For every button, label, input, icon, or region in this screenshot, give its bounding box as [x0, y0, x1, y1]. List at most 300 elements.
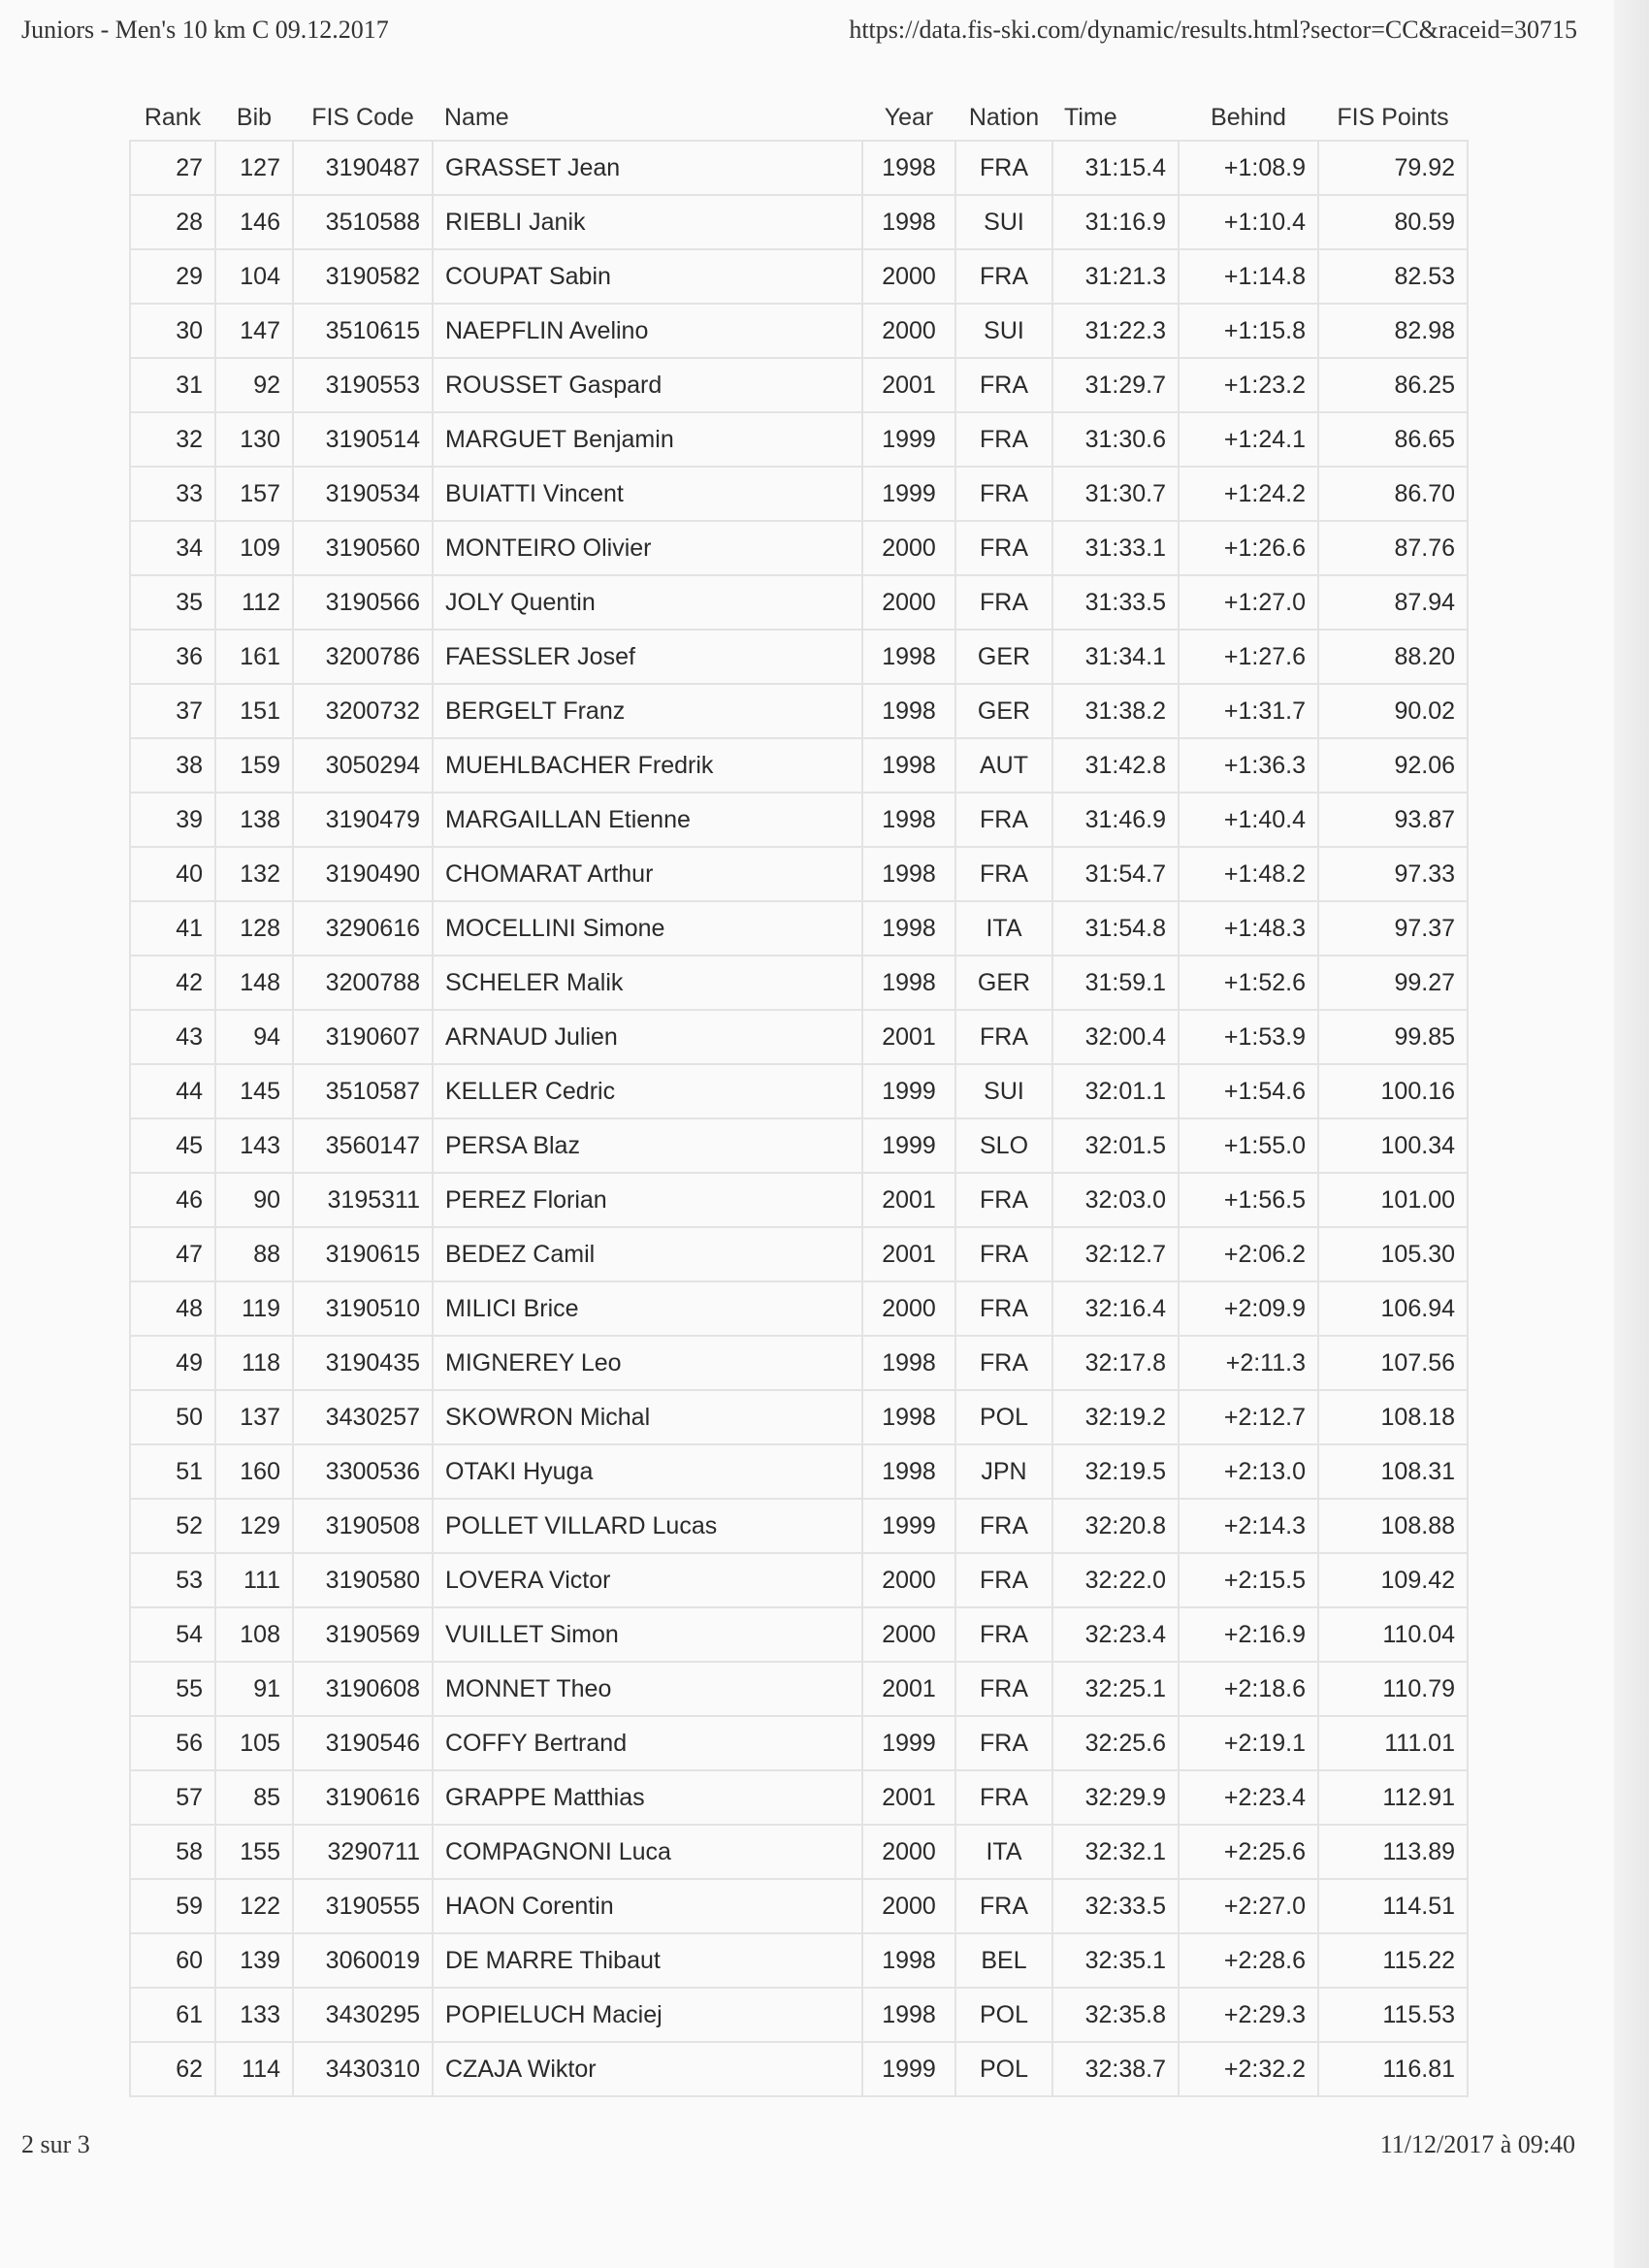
cell-bib: 143 — [215, 1118, 293, 1173]
cell-rank: 51 — [130, 1444, 215, 1499]
cell-bib: 118 — [215, 1336, 293, 1390]
cell-rank: 33 — [130, 467, 215, 521]
cell-bib: 137 — [215, 1390, 293, 1444]
cell-time: 31:15.4 — [1052, 141, 1179, 195]
cell-time: 32:29.9 — [1052, 1770, 1179, 1825]
cell-behind: +2:14.3 — [1179, 1499, 1318, 1553]
cell-rank: 42 — [130, 956, 215, 1010]
cell-fis-code: 3510615 — [293, 304, 433, 358]
cell-time: 31:33.5 — [1052, 575, 1179, 630]
cell-year: 1999 — [862, 467, 955, 521]
table-row — [130, 1390, 1468, 1444]
cell-behind: +2:32.2 — [1179, 2042, 1318, 2096]
cell-bib: 133 — [215, 1988, 293, 2042]
cell-year: 1999 — [862, 2042, 955, 2096]
cell-behind: +1:26.6 — [1179, 521, 1318, 575]
cell-behind: +2:09.9 — [1179, 1281, 1318, 1336]
cell-year: 2001 — [862, 1227, 955, 1281]
cell-rank: 38 — [130, 738, 215, 793]
cell-rank: 47 — [130, 1227, 215, 1281]
cell-nation: FRA — [955, 1662, 1052, 1716]
cell-name: BUIATTI Vincent — [433, 467, 862, 521]
cell-nation: FRA — [955, 847, 1052, 901]
cell-fis-code: 3430257 — [293, 1390, 433, 1444]
cell-fis-code: 3510587 — [293, 1064, 433, 1118]
table-row — [130, 358, 1468, 412]
cell-year: 2000 — [862, 1553, 955, 1607]
cell-name: POPIELUCH Maciej — [433, 1988, 862, 2042]
cell-time: 32:38.7 — [1052, 2042, 1179, 2096]
cell-nation: FRA — [955, 249, 1052, 304]
col-header-name: Name — [444, 103, 509, 131]
cell-fis-code: 3190546 — [293, 1716, 433, 1770]
cell-fis-code: 3195311 — [293, 1173, 433, 1227]
cell-bib: 148 — [215, 956, 293, 1010]
cell-year: 2000 — [862, 1825, 955, 1879]
col-header-fis-points: FIS Points — [1337, 103, 1449, 131]
cell-fis-code: 3190479 — [293, 793, 433, 847]
cell-time: 32:23.4 — [1052, 1607, 1179, 1662]
cell-fis-code: 3190508 — [293, 1499, 433, 1553]
cell-time: 32:03.0 — [1052, 1173, 1179, 1227]
cell-nation: GER — [955, 956, 1052, 1010]
col-header-behind: Behind — [1211, 103, 1286, 131]
cell-bib: 85 — [215, 1770, 293, 1825]
cell-behind: +2:23.4 — [1179, 1770, 1318, 1825]
cell-time: 31:33.1 — [1052, 521, 1179, 575]
cell-fis-points: 116.81 — [1318, 2042, 1468, 2096]
cell-year: 2000 — [862, 1607, 955, 1662]
cell-fis-points: 86.65 — [1318, 412, 1468, 467]
cell-name: OTAKI Hyuga — [433, 1444, 862, 1499]
cell-name: COUPAT Sabin — [433, 249, 862, 304]
cell-bib: 109 — [215, 521, 293, 575]
cell-nation: ITA — [955, 1825, 1052, 1879]
cell-fis-code: 3190487 — [293, 141, 433, 195]
cell-year: 1998 — [862, 1336, 955, 1390]
cell-year: 2001 — [862, 1010, 955, 1064]
cell-nation: FRA — [955, 412, 1052, 467]
cell-year: 2001 — [862, 1173, 955, 1227]
cell-rank: 44 — [130, 1064, 215, 1118]
cell-bib: 145 — [215, 1064, 293, 1118]
cell-name: JOLY Quentin — [433, 575, 862, 630]
cell-behind: +1:36.3 — [1179, 738, 1318, 793]
cell-fis-code: 3290711 — [293, 1825, 433, 1879]
cell-fis-points: 111.01 — [1318, 1716, 1468, 1770]
cell-year: 2000 — [862, 249, 955, 304]
cell-name: GRASSET Jean — [433, 141, 862, 195]
cell-fis-points: 80.59 — [1318, 195, 1468, 249]
cell-time: 31:30.6 — [1052, 412, 1179, 467]
cell-behind: +1:40.4 — [1179, 793, 1318, 847]
cell-behind: +2:19.1 — [1179, 1716, 1318, 1770]
cell-fis-code: 3190616 — [293, 1770, 433, 1825]
cell-fis-code: 3060019 — [293, 1933, 433, 1988]
cell-rank: 43 — [130, 1010, 215, 1064]
cell-rank: 56 — [130, 1716, 215, 1770]
cell-fis-points: 107.56 — [1318, 1336, 1468, 1390]
cell-bib: 114 — [215, 2042, 293, 2096]
cell-behind: +1:08.9 — [1179, 141, 1318, 195]
table-row — [130, 521, 1468, 575]
cell-time: 31:34.1 — [1052, 630, 1179, 684]
cell-behind: +1:23.2 — [1179, 358, 1318, 412]
cell-rank: 49 — [130, 1336, 215, 1390]
cell-nation: FRA — [955, 1879, 1052, 1933]
table-row — [130, 738, 1468, 793]
cell-time: 32:12.7 — [1052, 1227, 1179, 1281]
cell-fis-code: 3290616 — [293, 901, 433, 956]
table-row — [130, 956, 1468, 1010]
cell-fis-points: 99.27 — [1318, 956, 1468, 1010]
cell-behind: +2:28.6 — [1179, 1933, 1318, 1988]
cell-time: 31:54.8 — [1052, 901, 1179, 956]
cell-name: MARGAILLAN Etienne — [433, 793, 862, 847]
cell-year: 1998 — [862, 630, 955, 684]
cell-behind: +2:27.0 — [1179, 1879, 1318, 1933]
cell-bib: 146 — [215, 195, 293, 249]
cell-name: POLLET VILLARD Lucas — [433, 1499, 862, 1553]
cell-fis-code: 3190608 — [293, 1662, 433, 1716]
cell-fis-code: 3190490 — [293, 847, 433, 901]
table-row — [130, 304, 1468, 358]
cell-nation: SLO — [955, 1118, 1052, 1173]
cell-name: CHOMARAT Arthur — [433, 847, 862, 901]
cell-bib: 129 — [215, 1499, 293, 1553]
cell-nation: BEL — [955, 1933, 1052, 1988]
cell-name: PEREZ Florian — [433, 1173, 862, 1227]
table-row — [130, 1227, 1468, 1281]
table-row — [130, 1281, 1468, 1336]
cell-time: 31:54.7 — [1052, 847, 1179, 901]
cell-fis-points: 88.20 — [1318, 630, 1468, 684]
cell-rank: 55 — [130, 1662, 215, 1716]
cell-rank: 54 — [130, 1607, 215, 1662]
cell-fis-points: 112.91 — [1318, 1770, 1468, 1825]
cell-rank: 48 — [130, 1281, 215, 1336]
cell-fis-points: 100.34 — [1318, 1118, 1468, 1173]
cell-fis-code: 3200788 — [293, 956, 433, 1010]
cell-nation: FRA — [955, 521, 1052, 575]
cell-bib: 105 — [215, 1716, 293, 1770]
cell-fis-points: 79.92 — [1318, 141, 1468, 195]
cell-fis-code: 3190560 — [293, 521, 433, 575]
cell-year: 1999 — [862, 1716, 955, 1770]
cell-fis-points: 106.94 — [1318, 1281, 1468, 1336]
cell-fis-points: 108.18 — [1318, 1390, 1468, 1444]
cell-year: 1998 — [862, 1988, 955, 2042]
cell-fis-code: 3190514 — [293, 412, 433, 467]
cell-name: GRAPPE Matthias — [433, 1770, 862, 1825]
cell-bib: 128 — [215, 901, 293, 956]
cell-fis-points: 109.42 — [1318, 1553, 1468, 1607]
cell-fis-points: 97.33 — [1318, 847, 1468, 901]
cell-bib: 132 — [215, 847, 293, 901]
cell-rank: 41 — [130, 901, 215, 956]
cell-fis-code: 3510588 — [293, 195, 433, 249]
cell-nation: GER — [955, 684, 1052, 738]
cell-rank: 58 — [130, 1825, 215, 1879]
cell-fis-points: 110.79 — [1318, 1662, 1468, 1716]
cell-behind: +1:52.6 — [1179, 956, 1318, 1010]
cell-behind: +2:13.0 — [1179, 1444, 1318, 1499]
cell-year: 1999 — [862, 1118, 955, 1173]
table-row — [130, 1879, 1468, 1933]
cell-name: MOCELLINI Simone — [433, 901, 862, 956]
cell-name: BERGELT Franz — [433, 684, 862, 738]
cell-fis-code: 3560147 — [293, 1118, 433, 1173]
cell-rank: 50 — [130, 1390, 215, 1444]
results-table — [129, 95, 1469, 2097]
cell-year: 1998 — [862, 793, 955, 847]
cell-year: 1998 — [862, 684, 955, 738]
cell-bib: 94 — [215, 1010, 293, 1064]
cell-fis-points: 90.02 — [1318, 684, 1468, 738]
table-row — [130, 630, 1468, 684]
cell-year: 2000 — [862, 1879, 955, 1933]
cell-name: SCHELER Malik — [433, 956, 862, 1010]
cell-behind: +2:25.6 — [1179, 1825, 1318, 1879]
cell-nation: FRA — [955, 1010, 1052, 1064]
cell-nation: FRA — [955, 1173, 1052, 1227]
cell-behind: +2:16.9 — [1179, 1607, 1318, 1662]
cell-time: 32:16.4 — [1052, 1281, 1179, 1336]
cell-time: 32:25.6 — [1052, 1716, 1179, 1770]
cell-rank: 61 — [130, 1988, 215, 2042]
cell-time: 31:16.9 — [1052, 195, 1179, 249]
cell-nation: FRA — [955, 1281, 1052, 1336]
cell-bib: 138 — [215, 793, 293, 847]
cell-fis-points: 93.87 — [1318, 793, 1468, 847]
table-row — [130, 1118, 1468, 1173]
cell-year: 2001 — [862, 358, 955, 412]
cell-fis-points: 113.89 — [1318, 1825, 1468, 1879]
cell-bib: 147 — [215, 304, 293, 358]
cell-year: 2001 — [862, 1662, 955, 1716]
table-row — [130, 847, 1468, 901]
page-number: 2 sur 3 — [21, 2130, 90, 2158]
col-header-fis-code: FIS Code — [311, 103, 414, 131]
cell-year: 1998 — [862, 738, 955, 793]
table-row — [130, 684, 1468, 738]
cell-name: MILICI Brice — [433, 1281, 862, 1336]
cell-rank: 40 — [130, 847, 215, 901]
cell-year: 1998 — [862, 141, 955, 195]
cell-fis-points: 108.88 — [1318, 1499, 1468, 1553]
cell-fis-code: 3430295 — [293, 1988, 433, 2042]
table-row — [130, 901, 1468, 956]
cell-name: CZAJA Wiktor — [433, 2042, 862, 2096]
cell-time: 31:21.3 — [1052, 249, 1179, 304]
cell-fis-code: 3200732 — [293, 684, 433, 738]
cell-behind: +1:24.2 — [1179, 467, 1318, 521]
table-row — [130, 1607, 1468, 1662]
cell-fis-code: 3300536 — [293, 1444, 433, 1499]
cell-year: 1999 — [862, 1499, 955, 1553]
col-header-time: Time — [1064, 103, 1117, 131]
cell-bib: 104 — [215, 249, 293, 304]
cell-fis-points: 82.98 — [1318, 304, 1468, 358]
cell-time: 32:01.5 — [1052, 1118, 1179, 1173]
table-row — [130, 1010, 1468, 1064]
cell-bib: 91 — [215, 1662, 293, 1716]
cell-fis-code: 3190510 — [293, 1281, 433, 1336]
cell-bib: 139 — [215, 1933, 293, 1988]
table-row — [130, 1553, 1468, 1607]
cell-name: LOVERA Victor — [433, 1553, 862, 1607]
cell-time: 32:00.4 — [1052, 1010, 1179, 1064]
cell-bib: 160 — [215, 1444, 293, 1499]
cell-bib: 157 — [215, 467, 293, 521]
cell-fis-points: 92.06 — [1318, 738, 1468, 793]
cell-name: SKOWRON Michal — [433, 1390, 862, 1444]
cell-name: ROUSSET Gaspard — [433, 358, 862, 412]
table-row — [130, 793, 1468, 847]
cell-name: PERSA Blaz — [433, 1118, 862, 1173]
table-row — [130, 1933, 1468, 1988]
cell-fis-code: 3430310 — [293, 2042, 433, 2096]
cell-time: 31:22.3 — [1052, 304, 1179, 358]
cell-behind: +1:55.0 — [1179, 1118, 1318, 1173]
cell-bib: 90 — [215, 1173, 293, 1227]
cell-name: COMPAGNONI Luca — [433, 1825, 862, 1879]
table-row — [130, 141, 1468, 195]
cell-fis-code: 3190566 — [293, 575, 433, 630]
table-row — [130, 1173, 1468, 1227]
cell-bib: 119 — [215, 1281, 293, 1336]
cell-fis-points: 86.25 — [1318, 358, 1468, 412]
cell-name: FAESSLER Josef — [433, 630, 862, 684]
cell-rank: 35 — [130, 575, 215, 630]
cell-year: 1998 — [862, 1444, 955, 1499]
cell-behind: +1:10.4 — [1179, 195, 1318, 249]
cell-fis-points: 105.30 — [1318, 1227, 1468, 1281]
page-header-title: Juniors - Men's 10 km C 09.12.2017 — [21, 16, 389, 44]
cell-fis-code: 3190607 — [293, 1010, 433, 1064]
table-row — [130, 1444, 1468, 1499]
cell-fis-points: 114.51 — [1318, 1879, 1468, 1933]
cell-nation: FRA — [955, 793, 1052, 847]
cell-time: 31:29.7 — [1052, 358, 1179, 412]
print-timestamp: 11/12/2017 à 09:40 — [1379, 2130, 1575, 2158]
cell-nation: FRA — [955, 1499, 1052, 1553]
cell-time: 32:20.8 — [1052, 1499, 1179, 1553]
cell-time: 31:38.2 — [1052, 684, 1179, 738]
cell-nation: SUI — [955, 1064, 1052, 1118]
cell-name: HAON Corentin — [433, 1879, 862, 1933]
table-row — [130, 1770, 1468, 1825]
cell-time: 31:30.7 — [1052, 467, 1179, 521]
cell-fis-points: 99.85 — [1318, 1010, 1468, 1064]
cell-nation: FRA — [955, 1227, 1052, 1281]
cell-rank: 39 — [130, 793, 215, 847]
table-row — [130, 249, 1468, 304]
col-header-nation: Nation — [968, 103, 1040, 131]
cell-nation: FRA — [955, 358, 1052, 412]
cell-name: MIGNEREY Leo — [433, 1336, 862, 1390]
cell-time: 32:25.1 — [1052, 1662, 1179, 1716]
col-header-bib: Bib — [236, 103, 273, 131]
cell-rank: 52 — [130, 1499, 215, 1553]
cell-name: RIEBLI Janik — [433, 195, 862, 249]
table-row — [130, 575, 1468, 630]
cell-behind: +1:27.0 — [1179, 575, 1318, 630]
table-row — [130, 1662, 1468, 1716]
cell-behind: +2:11.3 — [1179, 1336, 1318, 1390]
table-row — [130, 1988, 1468, 2042]
cell-behind: +1:48.2 — [1179, 847, 1318, 901]
cell-year: 1998 — [862, 195, 955, 249]
cell-behind: +1:56.5 — [1179, 1173, 1318, 1227]
cell-year: 2001 — [862, 1770, 955, 1825]
cell-bib: 159 — [215, 738, 293, 793]
cell-fis-points: 82.53 — [1318, 249, 1468, 304]
cell-nation: FRA — [955, 575, 1052, 630]
table-row — [130, 1716, 1468, 1770]
cell-year: 2000 — [862, 521, 955, 575]
cell-year: 2000 — [862, 575, 955, 630]
cell-name: COFFY Bertrand — [433, 1716, 862, 1770]
cell-fis-points: 87.94 — [1318, 575, 1468, 630]
cell-behind: +1:14.8 — [1179, 249, 1318, 304]
cell-time: 32:33.5 — [1052, 1879, 1179, 1933]
cell-fis-code: 3190580 — [293, 1553, 433, 1607]
cell-nation: FRA — [955, 1553, 1052, 1607]
cell-nation: POL — [955, 2042, 1052, 2096]
cell-fis-code: 3050294 — [293, 738, 433, 793]
cell-fis-points: 97.37 — [1318, 901, 1468, 956]
cell-fis-points: 115.53 — [1318, 1988, 1468, 2042]
cell-nation: SUI — [955, 304, 1052, 358]
cell-rank: 62 — [130, 2042, 215, 2096]
cell-rank: 59 — [130, 1879, 215, 1933]
table-row — [130, 1336, 1468, 1390]
cell-bib: 92 — [215, 358, 293, 412]
paper-edge — [1614, 0, 1649, 2268]
cell-behind: +1:27.6 — [1179, 630, 1318, 684]
cell-bib: 122 — [215, 1879, 293, 1933]
cell-bib: 127 — [215, 141, 293, 195]
cell-bib: 112 — [215, 575, 293, 630]
cell-rank: 57 — [130, 1770, 215, 1825]
cell-behind: +1:15.8 — [1179, 304, 1318, 358]
cell-rank: 34 — [130, 521, 215, 575]
cell-time: 31:59.1 — [1052, 956, 1179, 1010]
cell-year: 1998 — [862, 956, 955, 1010]
cell-behind: +1:53.9 — [1179, 1010, 1318, 1064]
cell-year: 1999 — [862, 1064, 955, 1118]
cell-fis-code: 3190553 — [293, 358, 433, 412]
cell-nation: ITA — [955, 901, 1052, 956]
cell-bib: 151 — [215, 684, 293, 738]
cell-name: MONNET Theo — [433, 1662, 862, 1716]
cell-name: DE MARRE Thibaut — [433, 1933, 862, 1988]
cell-fis-points: 108.31 — [1318, 1444, 1468, 1499]
cell-bib: 88 — [215, 1227, 293, 1281]
cell-name: NAEPFLIN Avelino — [433, 304, 862, 358]
cell-rank: 60 — [130, 1933, 215, 1988]
cell-fis-points: 87.76 — [1318, 521, 1468, 575]
table-row — [130, 412, 1468, 467]
cell-name: BEDEZ Camil — [433, 1227, 862, 1281]
table-header-row — [130, 95, 1468, 141]
cell-nation: POL — [955, 1988, 1052, 2042]
cell-name: VUILLET Simon — [433, 1607, 862, 1662]
cell-fis-code: 3190582 — [293, 249, 433, 304]
cell-time: 31:42.8 — [1052, 738, 1179, 793]
cell-name: MUEHLBACHER Fredrik — [433, 738, 862, 793]
